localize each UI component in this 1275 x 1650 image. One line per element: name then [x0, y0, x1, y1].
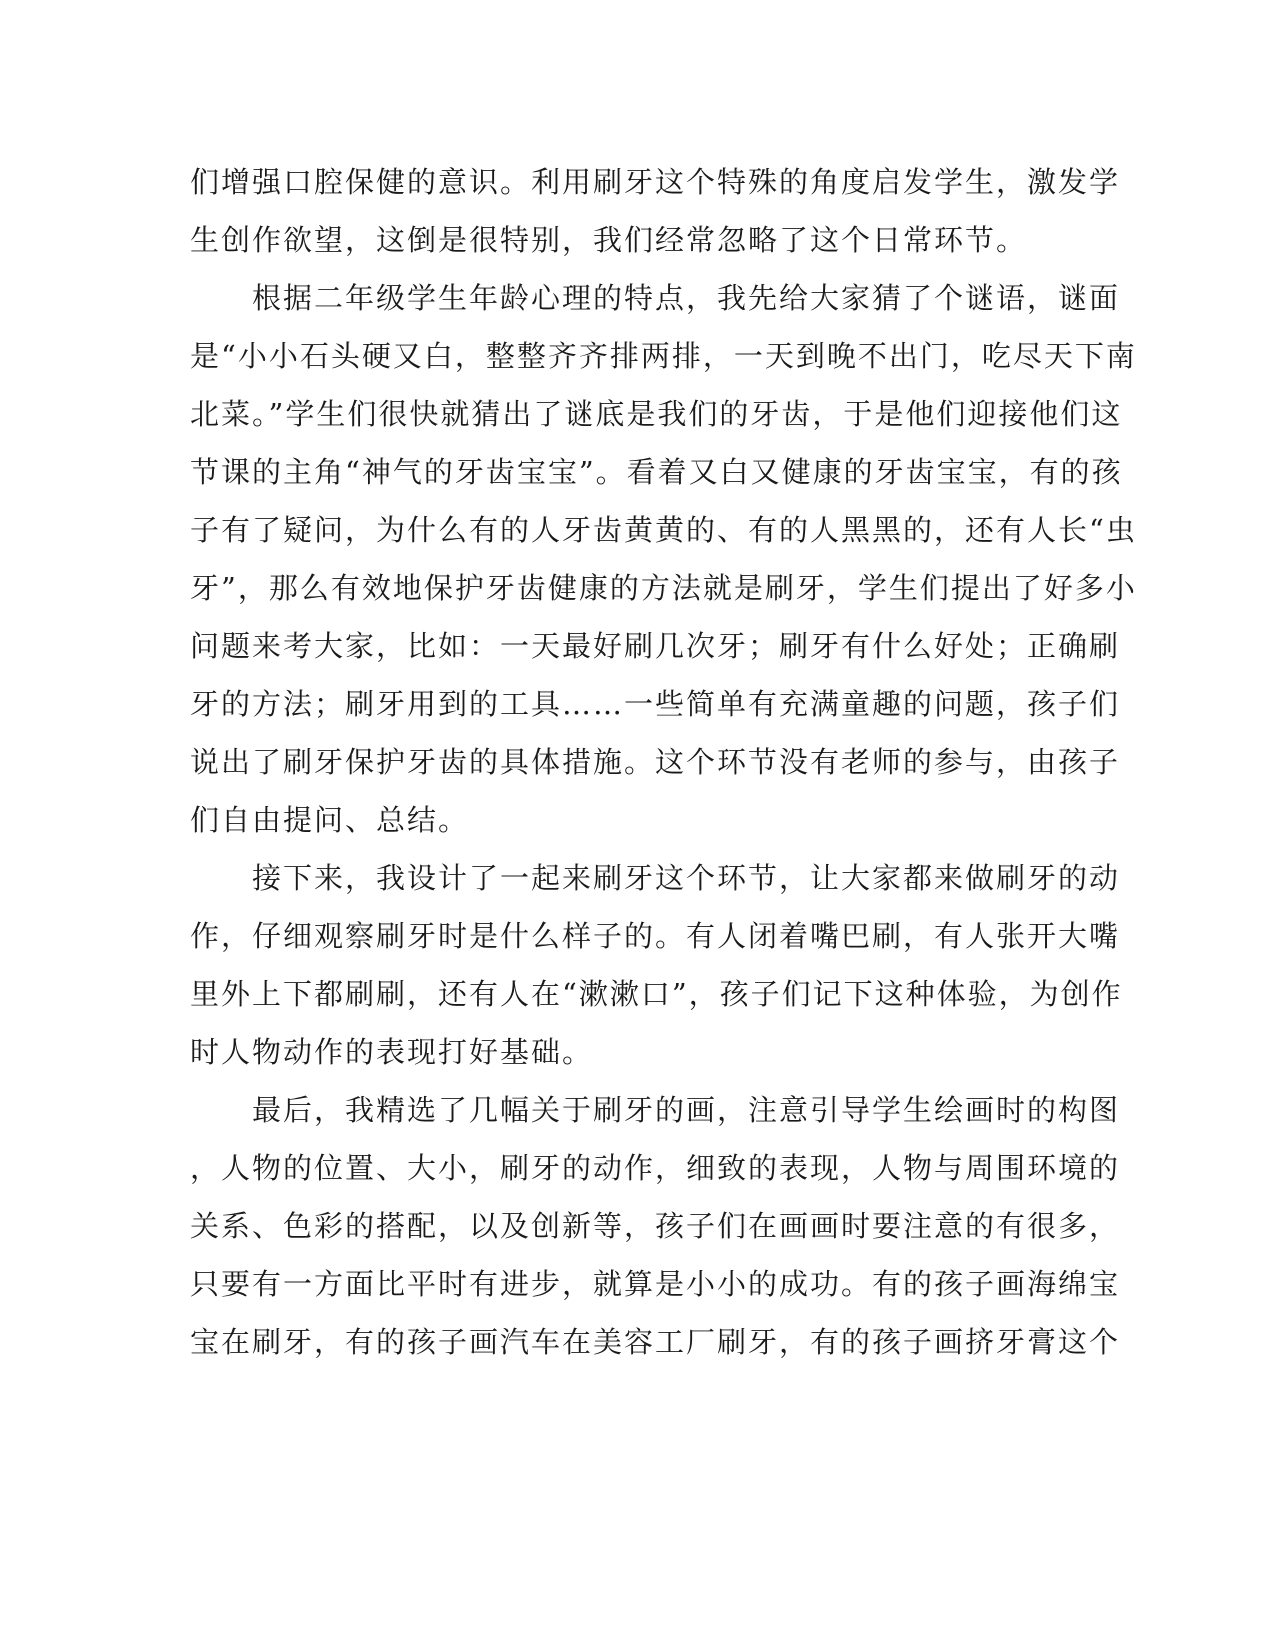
text-line: 关系、色彩的搭配，以及创新等，孩子们在画画时要注意的有很多，: [190, 1209, 1121, 1243]
text-line: 说出了刷牙保护牙齿的具体措施。这个环节没有老师的参与，由孩子: [190, 745, 1121, 779]
text-line: 是“小小石头硬又白，整整齐齐排两排，一天到晚不出门，吃尽天下南: [190, 339, 1137, 373]
text-line: 作，仔细观察刷牙时是什么样子的。有人闭着嘴巴刷，有人张开大嘴: [190, 919, 1121, 953]
text-line: 只要有一方面比平时有进步，就算是小小的成功。有的孩子画海绵宝: [190, 1267, 1121, 1301]
text-line: 们增强口腔保健的意识。利用刷牙这个特殊的角度启发学生，激发学: [190, 165, 1121, 199]
paragraph-start-line: 接下来，我设计了一起来刷牙这个环节，让大家都来做刷牙的动: [252, 861, 1121, 895]
paragraph-start-line: 根据二年级学生年龄心理的特点，我先给大家猜了个谜语，谜面: [252, 281, 1121, 315]
text-line: 牙的方法；刷牙用到的工具……一些简单有充满童趣的问题，孩子们: [190, 687, 1121, 721]
text-line: 北菜。”学生们很快就猜出了谜底是我们的牙齿，于是他们迎接他们这: [190, 397, 1123, 431]
text-line: 问题来考大家，比如：一天最好刷几次牙；刷牙有什么好处；正确刷: [190, 629, 1121, 663]
text-line: 时人物动作的表现打好基础。: [190, 1035, 594, 1069]
text-line: 生创作欲望，这倒是很特别，我们经常忽略了这个日常环节。: [190, 223, 1028, 257]
text-line: 牙”，那么有效地保护牙齿健康的方法就是刷牙，学生们提出了好多小: [190, 571, 1137, 605]
text-line: 们自由提问、总结。: [190, 803, 470, 837]
text-line: 宝在刷牙，有的孩子画汽车在美容工厂刷牙，有的孩子画挤牙膏这个: [190, 1325, 1121, 1359]
text-line: ，人物的位置、大小，刷牙的动作，细致的表现，人物与周围环境的: [190, 1151, 1121, 1185]
text-line: 子有了疑问，为什么有的人牙齿黄黄的、有的人黑黑的，还有人长“虫: [190, 513, 1137, 547]
paragraph-start-line: 最后，我精选了几幅关于刷牙的画，注意引导学生绘画时的构图: [252, 1093, 1121, 1127]
text-line: 里外上下都刷刷，还有人在“漱漱口”，孩子们记下这种体验，为创作: [190, 977, 1123, 1011]
text-line: 节课的主角“神气的牙齿宝宝”。看着又白又健康的牙齿宝宝，有的孩: [190, 455, 1123, 489]
